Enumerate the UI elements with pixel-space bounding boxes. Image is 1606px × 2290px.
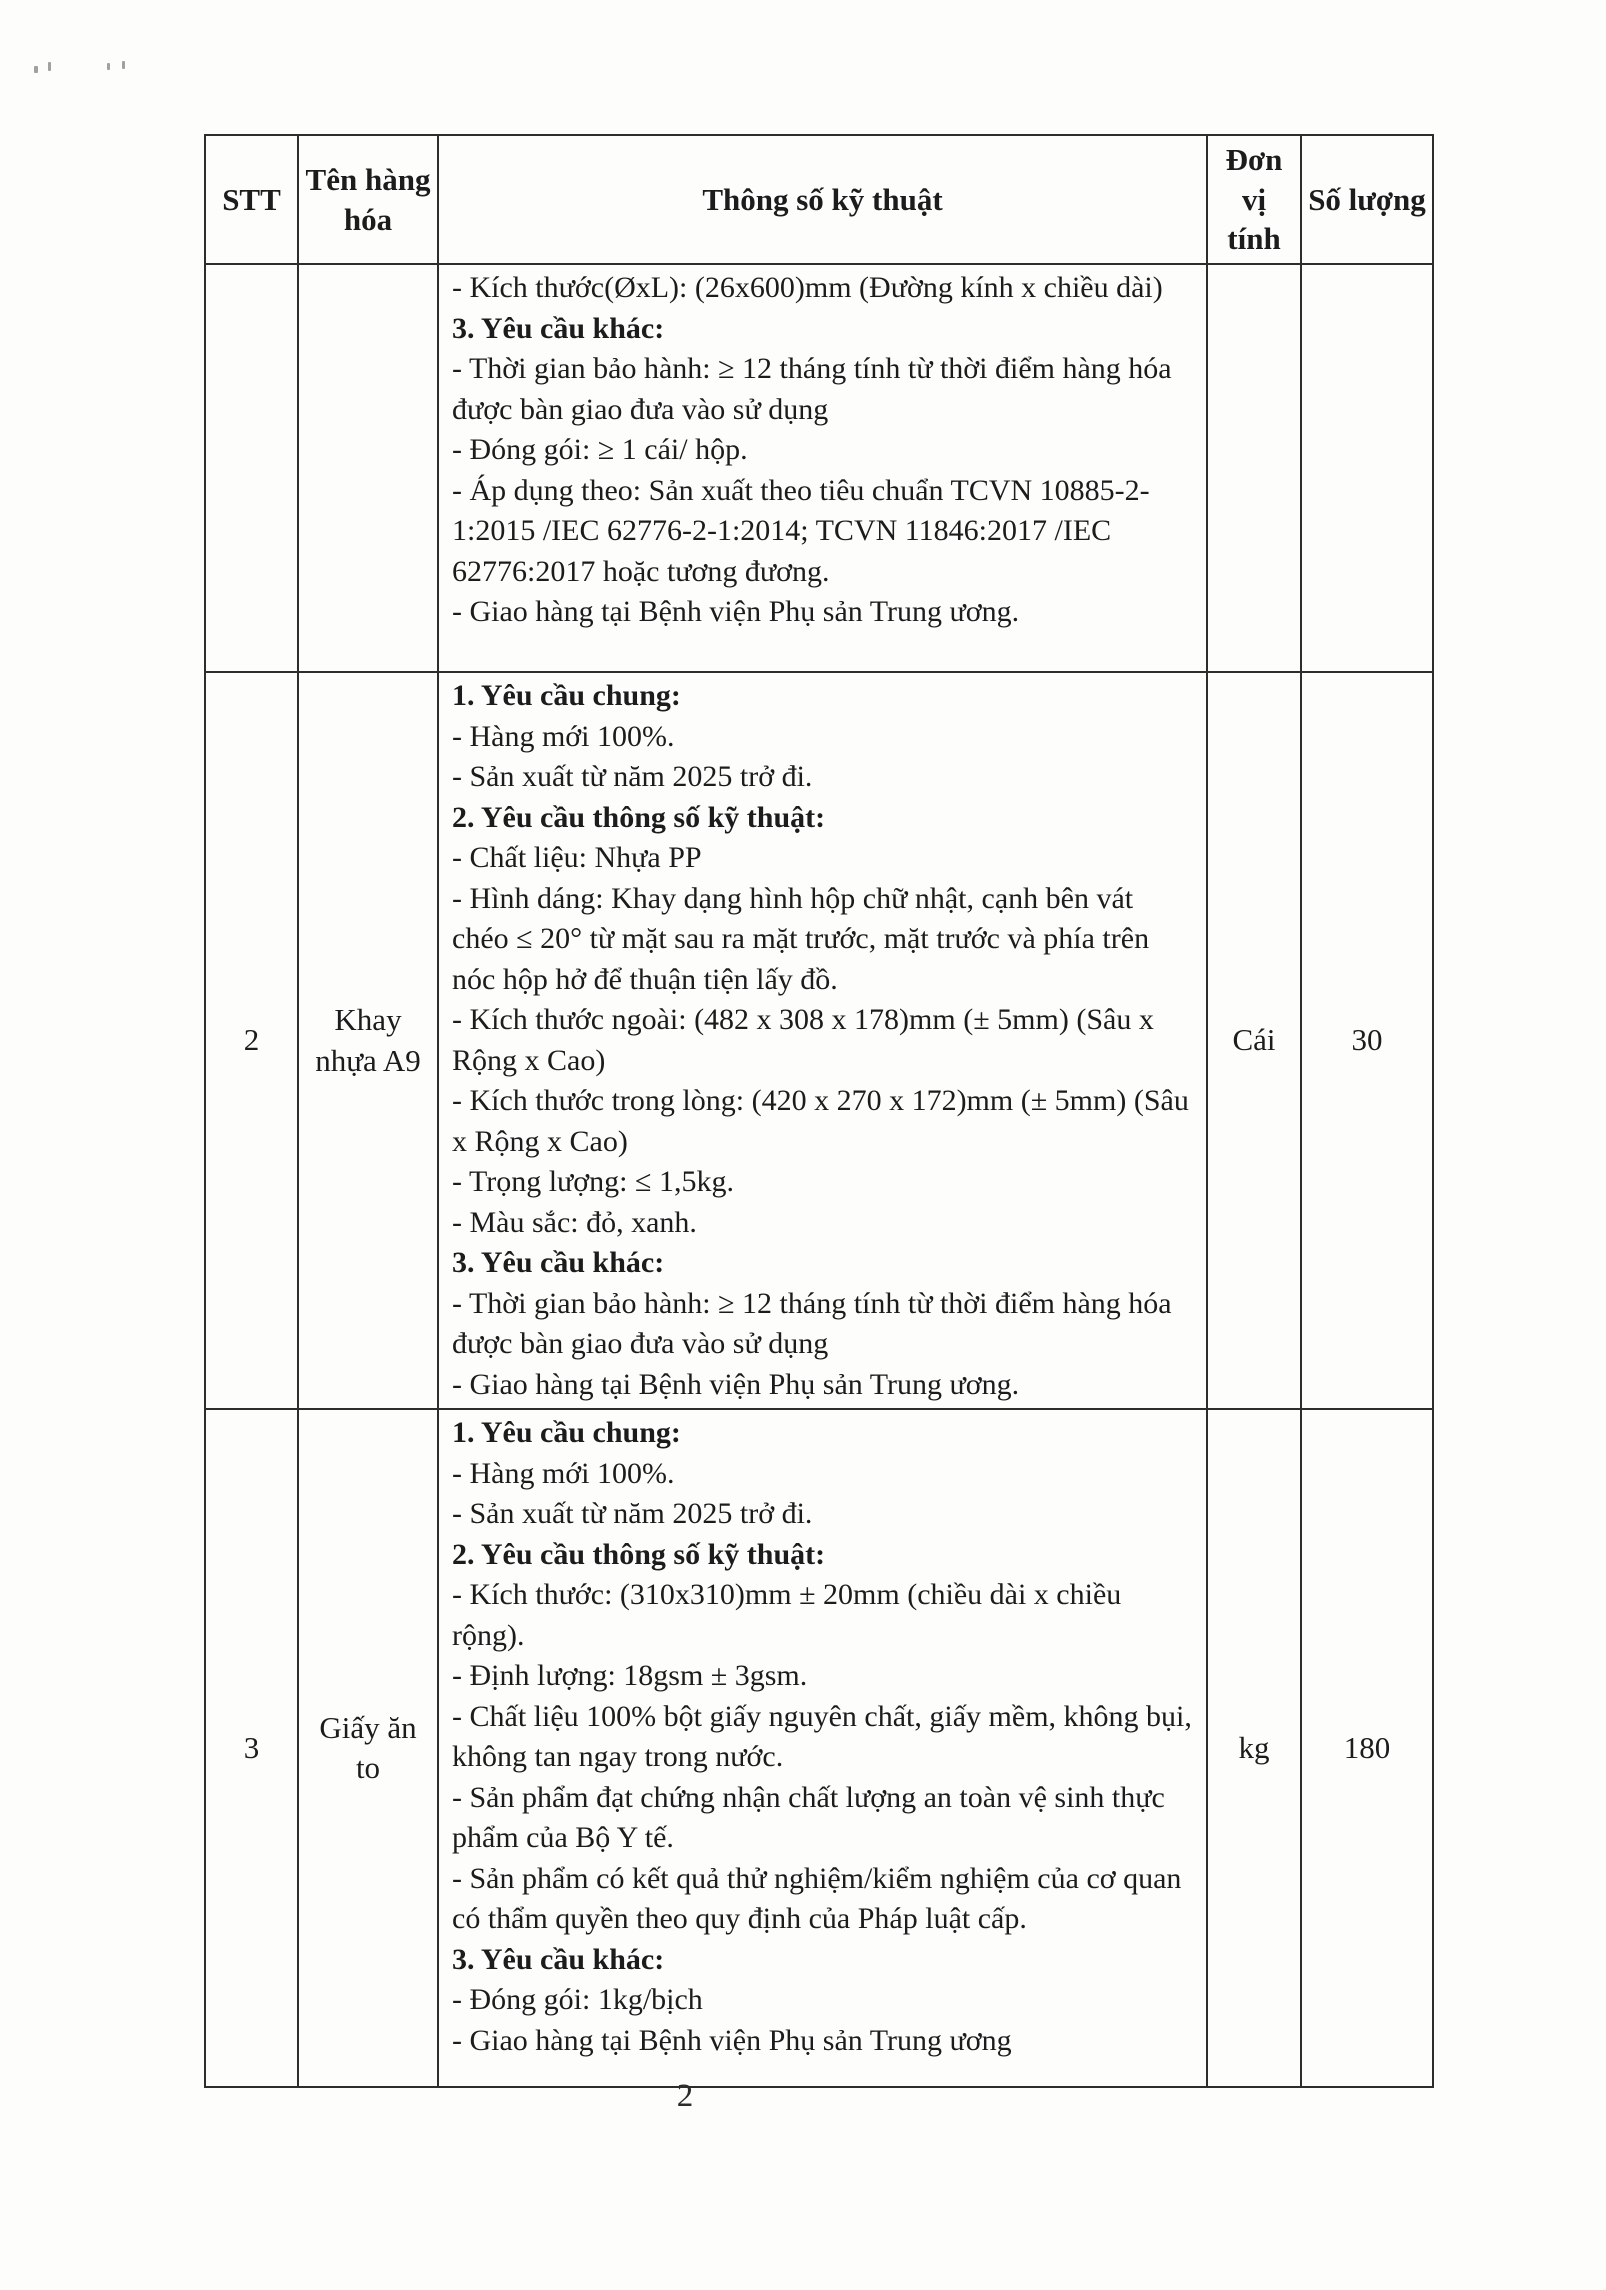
spec-line: - Thời gian bảo hành: ≥ 12 tháng tính từ thời điểm hàng hóa được bàn giao đưa vào sử dụng bbox=[452, 1286, 1172, 1361]
col-header-product-name: Tên hàng hóa bbox=[298, 135, 438, 264]
spec-line: - Giao hàng tại Bệnh viện Phụ sản Trung ương. bbox=[452, 595, 1020, 629]
spec-section-heading: 1. Yêu cầu chung: bbox=[452, 1416, 681, 1450]
col-header-unit: Đơn vị tính bbox=[1207, 135, 1301, 264]
spec-section-heading: 1. Yêu cầu chung: bbox=[452, 679, 681, 713]
spec-line: - Sản phẩm đạt chứng nhận chất lượng an toàn vệ sinh thực phẩm của Bộ Y tế. bbox=[452, 1780, 1165, 1855]
spec-section-heading: 3. Yêu cầu khác: bbox=[452, 1942, 665, 1976]
spec-line: - Kích thước: (310x310)mm ± 20mm (chiều dài x chiều rộng). bbox=[452, 1578, 1122, 1652]
spec-line: - Định lượng: 18gsm ± 3gsm. bbox=[452, 1659, 808, 1693]
scan-speck bbox=[107, 63, 110, 70]
spec-line: - Giao hàng tại Bệnh viện Phụ sản Trung ương bbox=[452, 2023, 1012, 2057]
spec-line: - Áp dụng theo: Sản xuất theo tiêu chuẩn TCVN 10885-2-1:2015 /IEC 62776-2-1:2014; TCVN 11846:2017 /IEC 62776:2017 hoặc tương đương. bbox=[452, 473, 1150, 588]
spec-section-heading: 3. Yêu cầu khác: bbox=[452, 311, 665, 345]
cell-unit bbox=[1207, 264, 1301, 672]
cell-quantity bbox=[1301, 264, 1433, 672]
spec-line: - Hàng mới 100%. bbox=[452, 719, 675, 753]
cell-stt: 3 bbox=[205, 1409, 298, 2087]
spec-line: - Hình dáng: Khay dạng hình hộp chữ nhật, cạnh bên vát chéo ≤ 20° từ mặt sau ra mặt trước, mặt trước và phía trên nóc hộp hở để thuận tiện lấy đồ. bbox=[452, 881, 1150, 996]
spec-line: - Giao hàng tại Bệnh viện Phụ sản Trung ương. bbox=[452, 1367, 1020, 1401]
table-header-row bbox=[205, 135, 1433, 264]
cell-unit: Cái bbox=[1207, 672, 1301, 1409]
spec-line: - Đóng gói: ≥ 1 cái/ hộp. bbox=[452, 433, 748, 467]
spec-line: - Kích thước ngoài: (482 x 308 x 178)mm (± 5mm) (Sâu x Rộng x Cao) bbox=[452, 1003, 1154, 1077]
table-body bbox=[205, 264, 1433, 2087]
spec-line: - Sản phẩm có kết quả thử nghiệm/kiểm nghiệm của cơ quan có thẩm quyền theo quy định của Pháp luật cấp. bbox=[452, 1861, 1182, 1936]
spec-line: - Thời gian bảo hành: ≥ 12 tháng tính từ thời điểm hàng hóa được bàn giao đưa vào sử dụng bbox=[452, 352, 1172, 426]
page-number: 2 bbox=[676, 2078, 694, 2114]
spec-line: - Trọng lượng: ≤ 1,5kg. bbox=[452, 1165, 734, 1199]
col-header-quantity: Số lượng bbox=[1301, 135, 1433, 264]
spec-line: - Đóng gói: 1kg/bịch bbox=[452, 1983, 703, 2017]
scan-speck bbox=[48, 62, 51, 71]
spec-line: - Màu sắc: đỏ, xanh. bbox=[452, 1205, 697, 1239]
procurement-spec-table bbox=[204, 134, 1434, 2088]
scan-speck bbox=[34, 66, 38, 73]
spec-section-heading: 2. Yêu cầu thông số kỹ thuật: bbox=[452, 800, 826, 834]
spec-line: - Hàng mới 100%. bbox=[452, 1456, 675, 1490]
table-row bbox=[205, 1409, 1433, 2087]
col-header-specs: Thông số kỹ thuật bbox=[438, 135, 1207, 264]
table-row bbox=[205, 264, 1433, 672]
cell-specs bbox=[438, 672, 1207, 1409]
cell-specs bbox=[438, 1409, 1207, 2087]
cell-product-name bbox=[298, 264, 438, 672]
spec-line: - Kích thước(ØxL): (26x600)mm (Đường kính x chiều dài) bbox=[452, 271, 1163, 305]
spec-section-heading: 2. Yêu cầu thông số kỹ thuật: bbox=[452, 1537, 826, 1571]
cell-stt bbox=[205, 264, 298, 672]
spec-line: - Chất liệu 100% bột giấy nguyên chất, giấy mềm, không bụi, không tan ngay trong nước. bbox=[452, 1699, 1192, 1774]
scan-speck bbox=[122, 61, 125, 69]
spec-section-heading: 3. Yêu cầu khác: bbox=[452, 1246, 665, 1280]
spec-line: - Kích thước trong lòng: (420 x 270 x 172)mm (± 5mm) (Sâu x Rộng x Cao) bbox=[452, 1084, 1189, 1158]
cell-stt: 2 bbox=[205, 672, 298, 1409]
cell-product-name: Giấy ăn to bbox=[298, 1409, 438, 2087]
cell-specs bbox=[438, 264, 1207, 672]
table-row bbox=[205, 672, 1433, 1409]
cell-quantity: 30 bbox=[1301, 672, 1433, 1409]
col-header-stt: STT bbox=[205, 135, 298, 264]
cell-product-name: Khay nhựa A9 bbox=[298, 672, 438, 1409]
spec-line: - Sản xuất từ năm 2025 trở đi. bbox=[452, 1497, 813, 1531]
spec-line: - Chất liệu: Nhựa PP bbox=[452, 841, 702, 875]
cell-unit: kg bbox=[1207, 1409, 1301, 2087]
cell-quantity: 180 bbox=[1301, 1409, 1433, 2087]
spec-line: - Sản xuất từ năm 2025 trở đi. bbox=[452, 760, 813, 794]
